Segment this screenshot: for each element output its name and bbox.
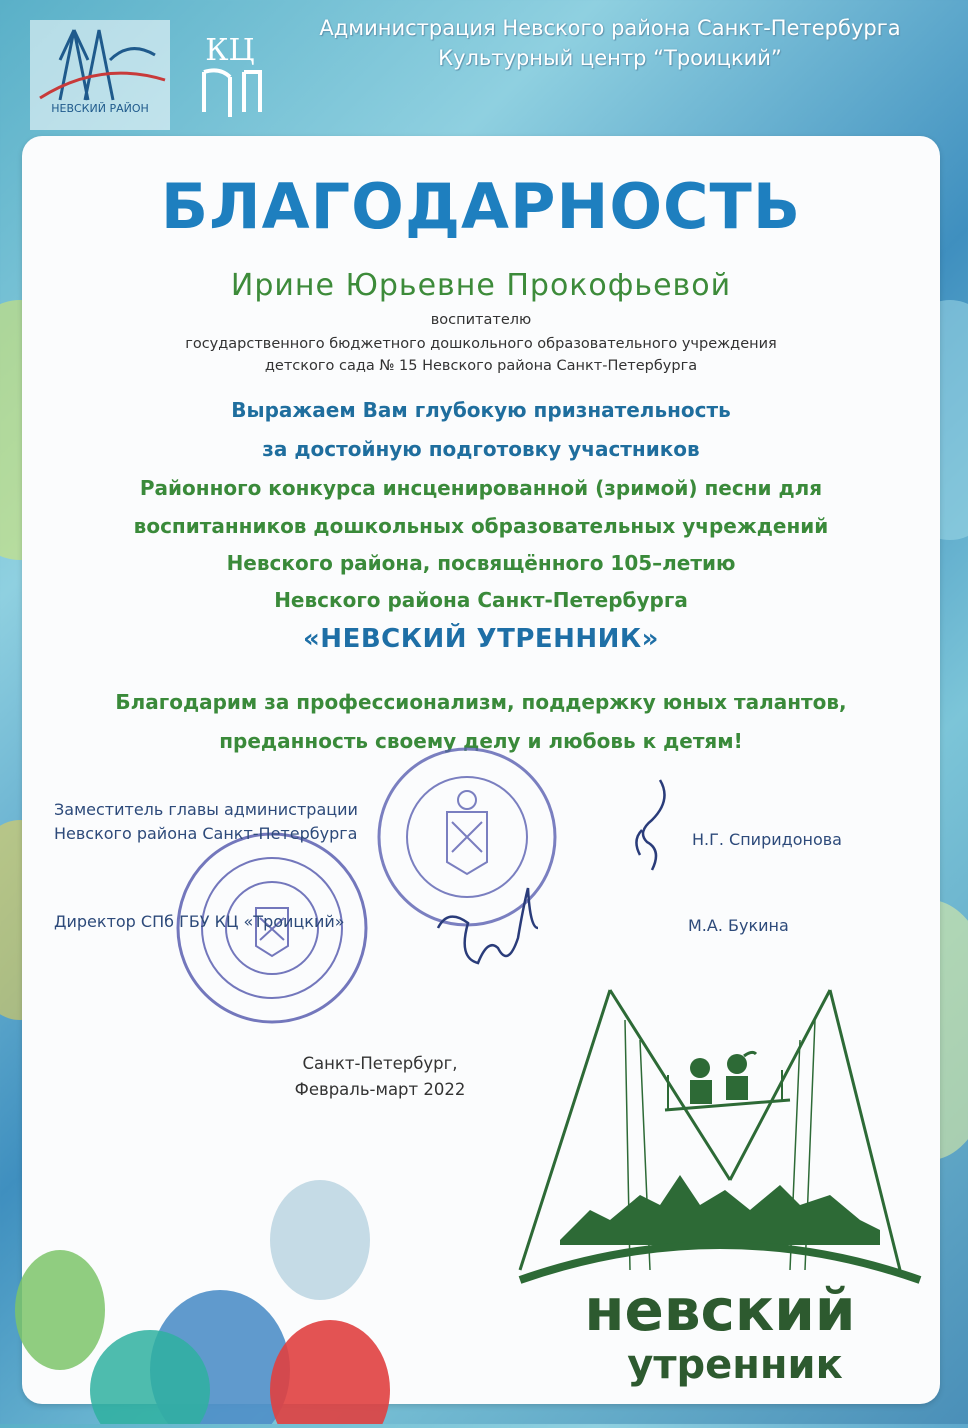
contest-line: Невского района, посвящённого 105–летию	[226, 551, 736, 575]
gratitude-line: Выражаем Вам глубокую признательность	[231, 398, 731, 422]
signatory2-name: М.А. Букина	[688, 916, 789, 935]
kc-logo	[190, 22, 270, 122]
recipient-name: Ирине Юрьевне Прокофьевой	[230, 268, 732, 303]
contest-logo-word1: невский	[584, 1276, 856, 1344]
signatory2-title: Директор СПб ГБУ КЦ «Троицкий»	[54, 912, 345, 931]
event-name: «НЕВСКИЙ УТРЕННИК»	[303, 624, 659, 654]
kc-logo-text: КЦ	[205, 33, 255, 68]
signatory1-title: Заместитель главы администрации	[54, 800, 358, 819]
contest-line: воспитанников дошкольных образовательных учреждений	[133, 514, 829, 538]
signatory1-title: Невского района Санкт-Петербурга	[54, 824, 358, 843]
district-logo	[30, 20, 170, 130]
thanks-line: преданность своему делу и любовь к детям!	[219, 729, 743, 753]
district-logo-text: НЕВСКИЙ РАЙОН	[51, 102, 149, 115]
signature-2	[428, 868, 558, 982]
position-line: детского сада № 15 Невского района Санкт-Петербурга	[264, 358, 698, 374]
footer-city: Санкт-Петербург,	[302, 1054, 458, 1073]
footer-date: Февраль-март 2022	[294, 1080, 466, 1099]
header-admin-line: Администрация Невского района Санкт-Петербурга	[319, 16, 901, 40]
header-center-line: Культурный центр “Троицкий”	[438, 46, 782, 70]
signatory1-name: Н.Г. Спиридонова	[692, 830, 842, 849]
contest-logo	[500, 980, 940, 1404]
contest-line: Районного конкурса инсценированной (зримой) песни для	[139, 476, 823, 500]
position-line: воспитателю	[430, 312, 532, 328]
thanks-line: Благодарим за профессионализм, поддержку юных талантов,	[115, 690, 847, 714]
certificate-title: БЛАГОДАРНОСТЬ	[160, 170, 802, 243]
position-line: государственного бюджетного дошкольного образовательного учреждения	[185, 336, 777, 352]
signature-1	[622, 770, 682, 884]
gratitude-line: за достойную подготовку участников	[262, 437, 700, 461]
balloons-decoration	[0, 1160, 420, 1428]
contest-logo-word2: утренник	[627, 1342, 843, 1388]
contest-line: Невского района Санкт-Петербурга	[274, 588, 688, 612]
